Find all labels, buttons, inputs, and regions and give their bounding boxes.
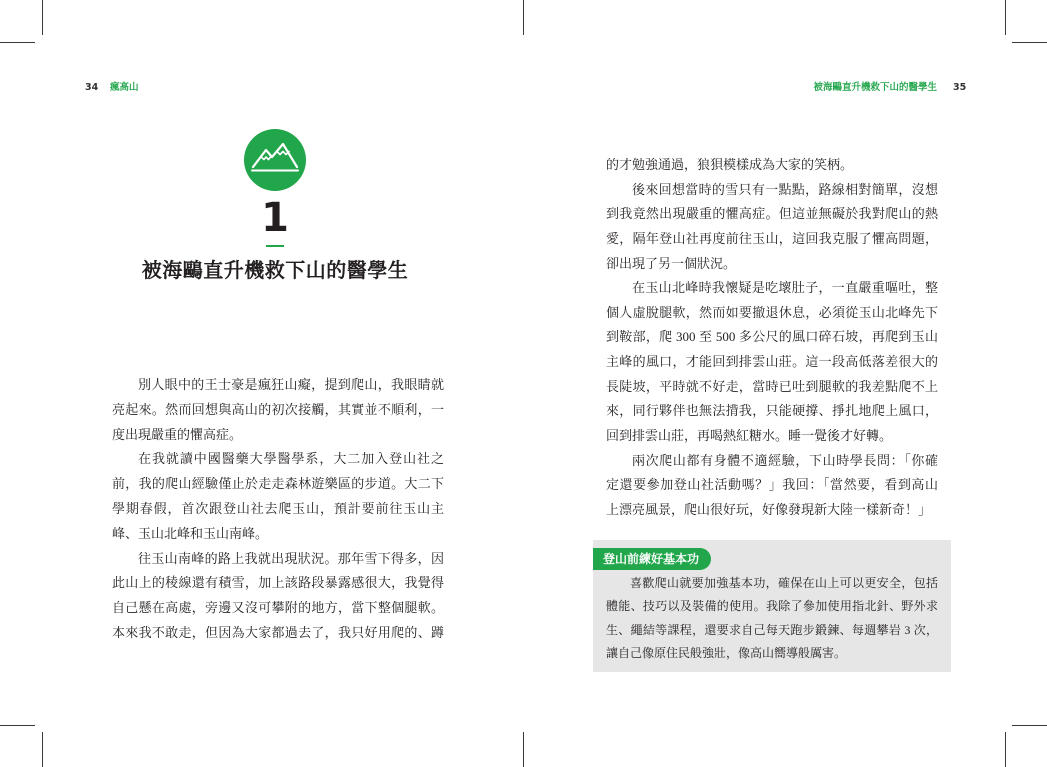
crop-mark: [523, 0, 524, 35]
text-line: 喜歡爬山就要加強基本功，確保在山上可以更安全，包括: [630, 576, 938, 590]
text-line: 體能、技巧以及裝備的使用。我除了參加使用指北針、野外求: [606, 599, 938, 614]
crop-mark: [1012, 725, 1047, 726]
text-line: 在玉山北峰時我懷疑是吃壞肚子，一直嚴重嘔吐，整: [632, 280, 938, 296]
right-running-header: 被海鷗直升機救下山的醫學生: [813, 82, 937, 93]
text-line: 前，我的爬山經驗僅止於走走森林遊樂區的步道。大二下: [112, 476, 444, 492]
paragraph: [112, 547, 444, 646]
tip-sidebar-text: [606, 572, 938, 665]
left-page-number: 34: [85, 82, 99, 93]
text-line: 到我竟然出現嚴重的懼高症。但這並無礙於我對爬山的熱: [606, 206, 938, 222]
tip-sidebar-tag: 登山前練好基本功: [593, 548, 711, 570]
right-page-number: 35: [953, 82, 967, 93]
text-line: 卻出現了另一個狀況。: [606, 255, 737, 271]
crop-mark: [523, 732, 524, 767]
text-line: 後來回想當時的雪只有一點點，路線相對簡單，沒想: [632, 181, 938, 197]
text-line: 回到排雲山莊，再喝熱紅糖水。睡一覺後才好轉。: [606, 427, 893, 443]
text-line: 別人眼中的王士豪是瘋狂山癡，提到爬山，我眼睛就: [138, 377, 444, 392]
crop-mark: [1005, 0, 1006, 35]
text-line: 在我就讀中國醫藥大學醫學系，大二加入登山社之: [138, 451, 444, 467]
text-line: 兩次爬山都有身體不適經驗，下山時學長問：「你確: [632, 452, 938, 468]
text-line: 讓自己像原住民般強壯，像高山嚮導般厲害。: [606, 645, 847, 660]
paragraph: [606, 449, 938, 523]
crop-mark: [0, 725, 35, 726]
text-line: 來，同行夥伴也無法揹我，只能硬撐、掙扎地爬上風口，: [606, 403, 938, 419]
text-line: 愛，隔年登山社再度前往玉山，這回我克服了懼高問題，: [606, 230, 938, 246]
text-line: 主峰的風口，才能回到排雲山莊。這一段高低落差很大的: [606, 354, 938, 369]
left-running-header: 瘋高山: [110, 82, 139, 93]
left-page-body: [112, 373, 444, 646]
mountain-icon: [244, 129, 306, 191]
text-line: 峰、玉山北峰和玉山南峰。: [112, 525, 269, 541]
text-line: 度出現嚴重的懼高症。: [112, 426, 243, 442]
text-line: 定還要參加登山社活動嗎？」我回：「當然要，看到高山: [606, 477, 938, 493]
paragraph: [606, 153, 938, 178]
chapter-title: 被海鷗直升機救下山的醫學生: [141, 258, 409, 282]
text-line: 個人虛脫腿軟，然而如要撤退休息，必須從玉山北峰先下: [606, 304, 938, 320]
crop-mark: [1012, 42, 1047, 43]
text-line: 上漂亮風景，爬山很好玩，好像發現新大陸一樣新奇！」: [606, 501, 932, 517]
right-page-body: [606, 153, 938, 522]
text-line: 本來我不敢走，但因為大家都過去了，我只好用爬的、蹲: [112, 624, 444, 640]
paragraph: [112, 447, 444, 546]
paragraph: [112, 373, 444, 447]
chapter-divider: [266, 245, 284, 247]
paragraph: [606, 178, 938, 277]
text-line: 學期春假，首次跟登山社去爬玉山，預計要前往玉山主: [112, 500, 444, 516]
crop-mark: [0, 42, 35, 43]
paragraph: [606, 276, 938, 448]
crop-mark: [1005, 732, 1006, 767]
text-line: 亮起來。然而回想與高山的初次接觸，其實並不順利，一: [112, 401, 444, 417]
text-line: 往玉山南峰的路上我就出現狀況。那年雪下得多，因: [138, 550, 444, 566]
crop-mark: [42, 0, 43, 35]
chapter-number: 1: [261, 195, 289, 241]
text-line: 的才勉強通過，狼狽模樣成為大家的笑柄。: [606, 157, 854, 172]
crop-mark: [42, 732, 43, 767]
text-line: 自己懸在高處，旁邊又沒可攀附的地方，當下整個腿軟。: [112, 600, 444, 616]
text-line: 到鞍部，爬 300 至 500 多公尺的風口碎石坡，再爬到玉山: [606, 329, 938, 345]
paragraph: [606, 572, 938, 665]
text-line: 此山上的稜線還有積雪，加上該路段暴露感很大，我覺得: [112, 575, 444, 591]
text-line: 長陡坡，平時就不好走，當時已吐到腿軟的我差點爬不上: [606, 378, 938, 394]
text-line: 生、繩結等課程，還要求自己每天跑步鍛鍊、每週攀岩 3 次，: [606, 622, 938, 637]
